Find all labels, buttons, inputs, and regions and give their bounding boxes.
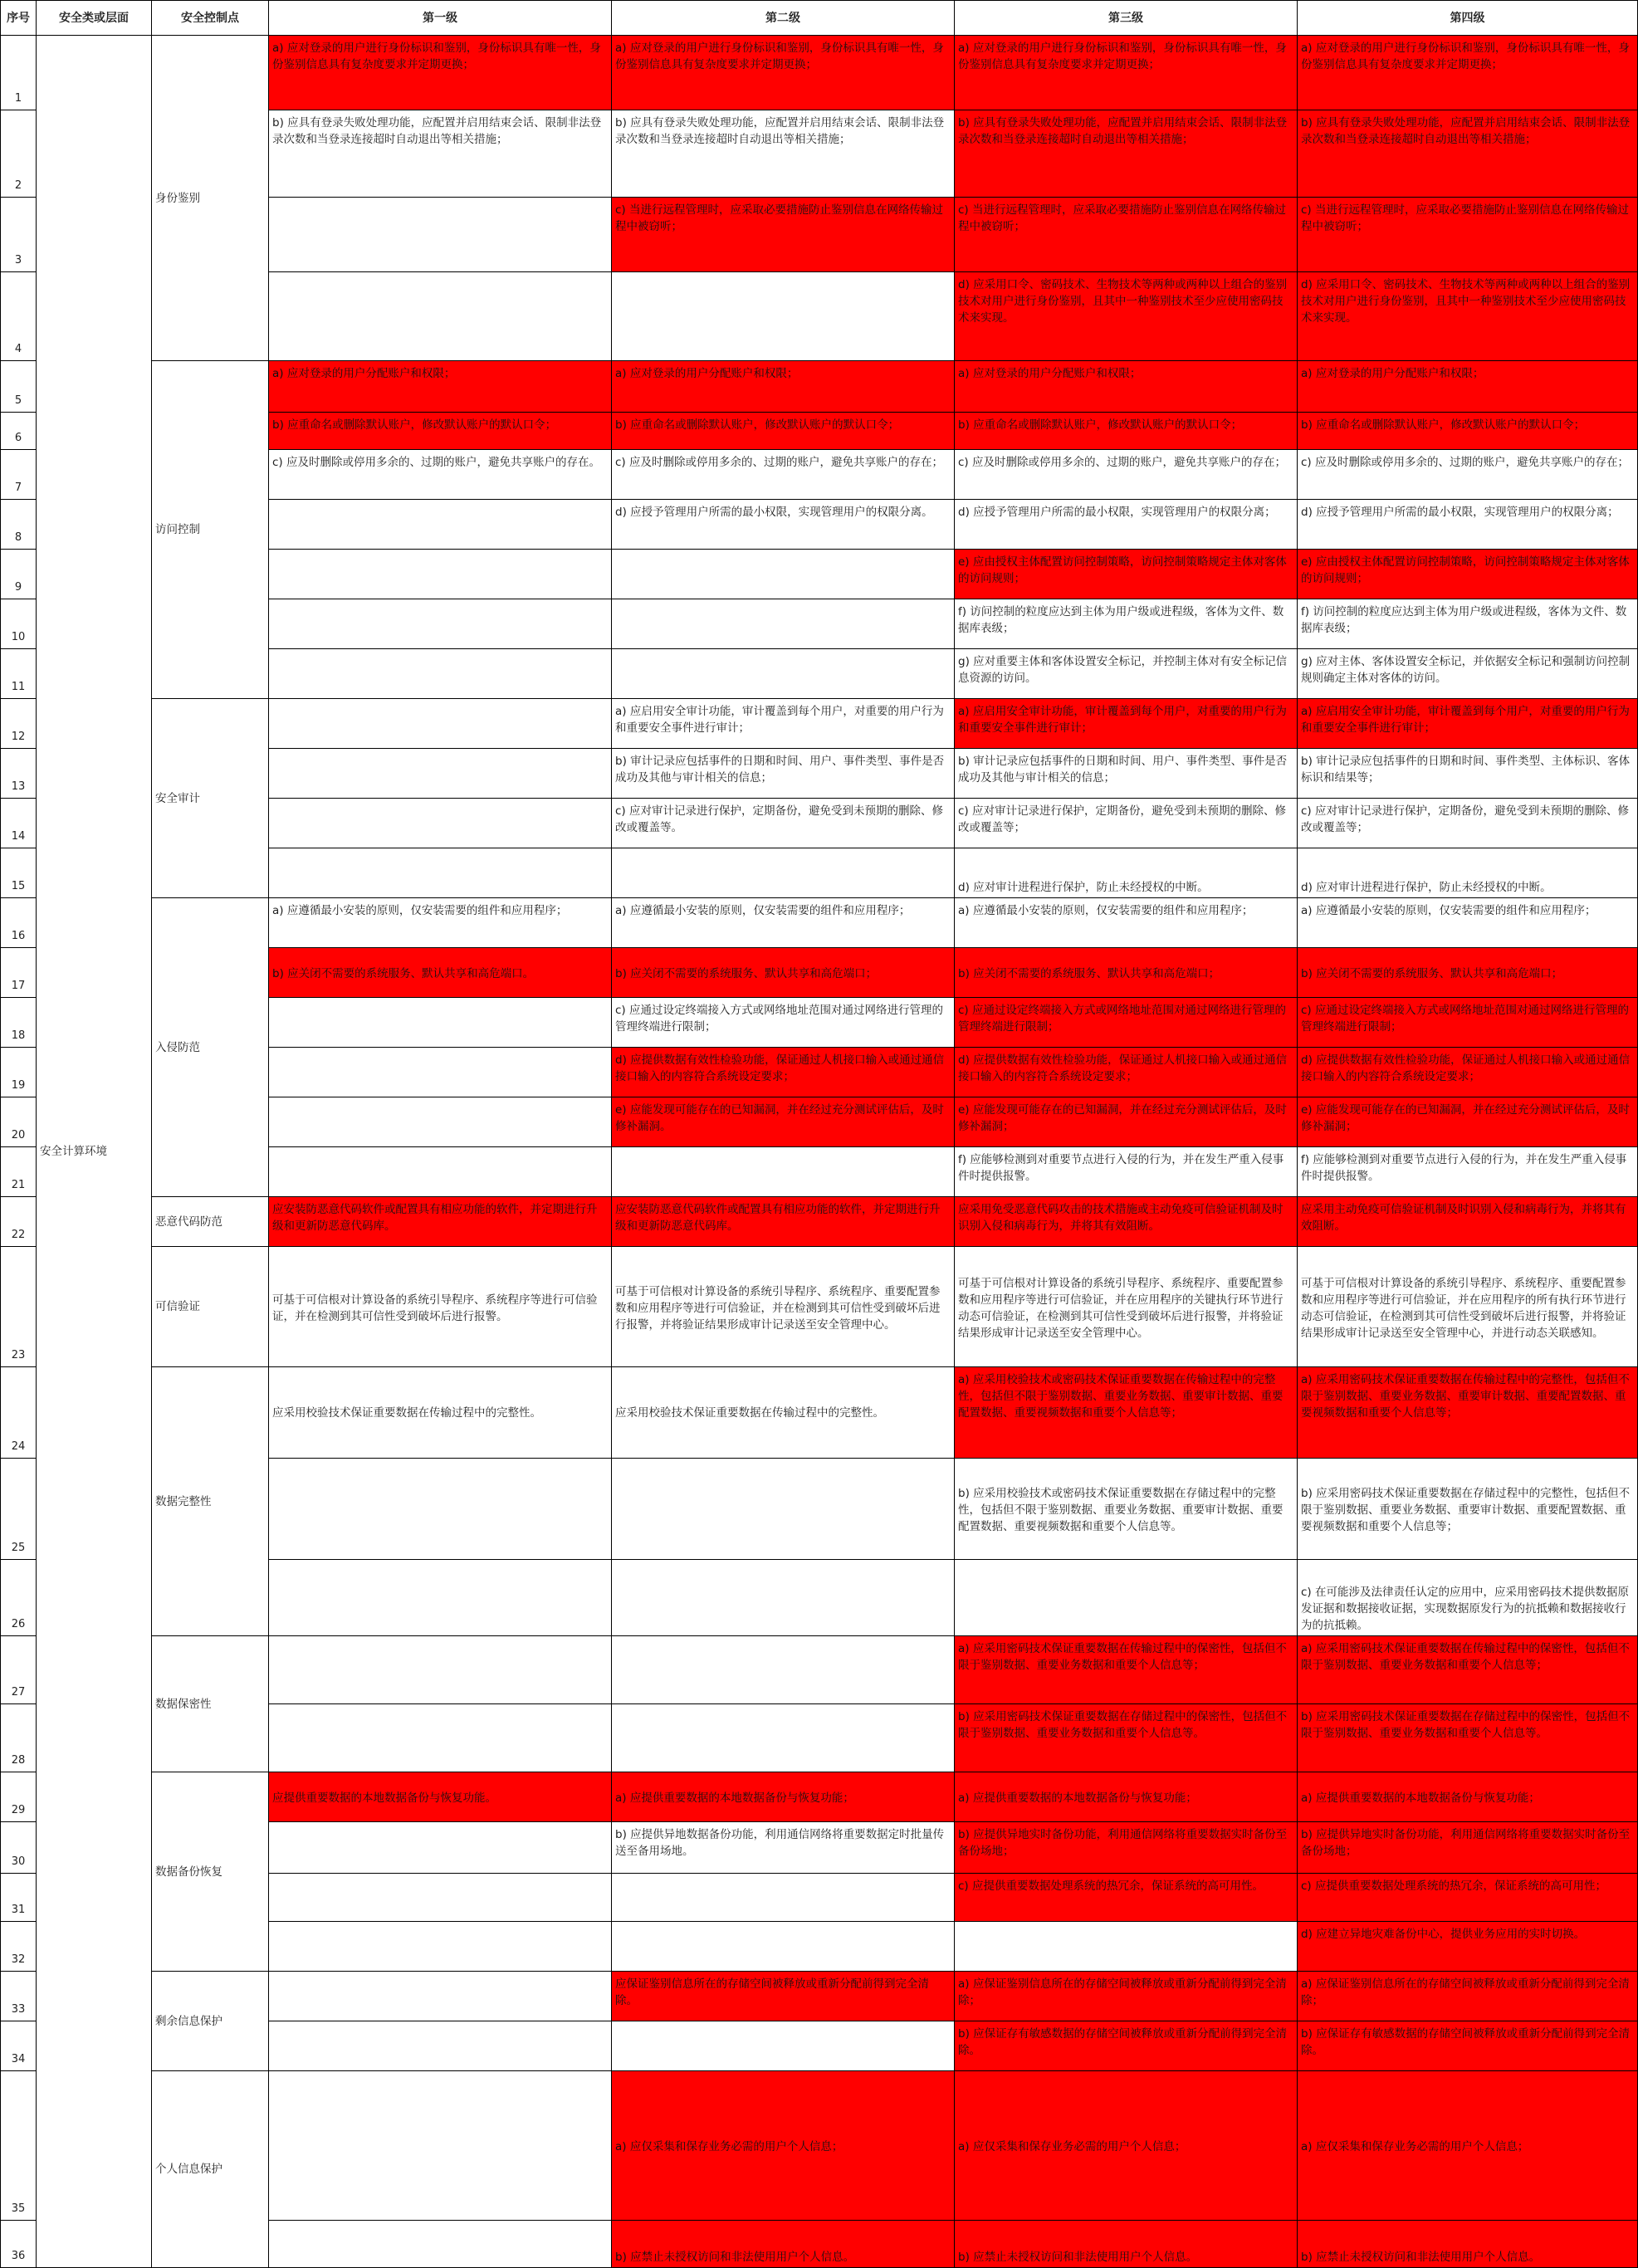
- table-row: [1, 2071, 1638, 2221]
- requirement-cell-level3: b) 应采用校验技术或密码技术保证重要数据在存储过程中的完整性，包括但不限于鉴别数据、重要业务数据、重要审计数据、重要配置数据、重要视频数据和重要个人信息等。: [955, 1459, 1298, 1560]
- requirement-cell-level2: 可基于可信根对计算设备的系统引导程序、系统程序、重要配置参数和应用程序等进行可信验证，并在检测到其可信性受到破坏后进行报警，并将验证结果形成审计记录送至安全管理中心。: [612, 1247, 955, 1367]
- requirement-cell-level1: [269, 1048, 612, 1097]
- row-number-cell: 23: [1, 1247, 37, 1367]
- row-number-cell: 10: [1, 599, 37, 649]
- requirement-cell-level4: c) 当进行远程管理时，应采取必要措施防止鉴别信息在网络传输过程中被窃听；: [1298, 198, 1638, 272]
- control-point-cell: 可信验证: [152, 1247, 269, 1367]
- row-number-cell: 27: [1, 1636, 37, 1704]
- requirement-cell-level3: 可基于可信根对计算设备的系统引导程序、系统程序、重要配置参数和应用程序等进行可信验证，并在应用程序的关键执行环节进行动态可信验证，在检测到其可信性受到破坏后进行报警，并将验证结果形成审计记录送至安全管理中心。: [955, 1247, 1298, 1367]
- requirement-cell-level4: c) 应及时删除或停用多余的、过期的账户，避免共享账户的存在；: [1298, 450, 1638, 500]
- requirement-cell-level1: a) 应遵循最小安装的原则，仅安装需要的组件和应用程序；: [269, 898, 612, 948]
- requirement-cell-level2: b) 应禁止未授权访问和非法使用用户个人信息。: [612, 2221, 955, 2268]
- row-number-cell: 11: [1, 649, 37, 699]
- table-row: [1, 1972, 1638, 2021]
- requirement-cell-level2: c) 应及时删除或停用多余的、过期的账户，避免共享账户的存在；: [612, 450, 955, 500]
- row-number-cell: 2: [1, 110, 37, 198]
- requirement-cell-level1: [269, 749, 612, 799]
- table-row: [1, 699, 1638, 749]
- col-header-point: 安全控制点: [152, 1, 269, 36]
- requirement-cell-level1: [269, 1972, 612, 2021]
- row-number-cell: 17: [1, 948, 37, 998]
- requirement-cell-level1: [269, 272, 612, 361]
- requirement-cell-level4: b) 应保证存有敏感数据的存储空间被释放或重新分配前得到完全清除。: [1298, 2021, 1638, 2071]
- requirement-cell-level1: [269, 2071, 612, 2221]
- control-point-cell: 访问控制: [152, 361, 269, 699]
- requirement-cell-level2: [612, 2021, 955, 2071]
- requirement-cell-level2: 应安装防恶意代码软件或配置具有相应功能的软件，并定期进行升级和更新防恶意代码库。: [612, 1197, 955, 1247]
- requirement-cell-level3: 应采用免受恶意代码攻击的技术措施或主动免疫可信验证机制及时识别入侵和病毒行为，并将其有效阻断。: [955, 1197, 1298, 1247]
- requirement-cell-level3: a) 应采用密码技术保证重要数据在传输过程中的保密性，包括但不限于鉴别数据、重要业务数据和重要个人信息等；: [955, 1636, 1298, 1704]
- requirement-cell-level4: e) 应能发现可能存在的已知漏洞，并在经过充分测试评估后，及时修补漏洞；: [1298, 1097, 1638, 1147]
- requirement-cell-level1: 应采用校验技术保证重要数据在传输过程中的完整性。: [269, 1367, 612, 1459]
- row-number-cell: 32: [1, 1922, 37, 1972]
- requirement-cell-level2: [612, 1560, 955, 1636]
- requirement-cell-level2: b) 应关闭不需要的系统服务、默认共享和高危端口；: [612, 948, 955, 998]
- requirement-cell-level2: a) 应启用安全审计功能，审计覆盖到每个用户，对重要的用户行为和重要安全事件进行审计；: [612, 699, 955, 749]
- table-row: [1, 36, 1638, 110]
- requirement-cell-level3: c) 应及时删除或停用多余的、过期的账户，避免共享账户的存在；: [955, 450, 1298, 500]
- control-point-cell: 数据完整性: [152, 1367, 269, 1636]
- row-number-cell: 13: [1, 749, 37, 799]
- requirement-cell-level4: a) 应对登录的用户分配账户和权限；: [1298, 361, 1638, 413]
- requirement-cell-level1: [269, 550, 612, 599]
- requirement-cell-level3: b) 应保证存有敏感数据的存储空间被释放或重新分配前得到完全清除。: [955, 2021, 1298, 2071]
- row-number-cell: 9: [1, 550, 37, 599]
- layer-cell: 安全计算环境: [37, 36, 152, 2268]
- control-point-cell: 个人信息保护: [152, 2071, 269, 2268]
- requirement-cell-level1: [269, 1704, 612, 1772]
- requirement-cell-level4: c) 应通过设定终端接入方式或网络地址范围对通过网络进行管理的管理终端进行限制；: [1298, 998, 1638, 1048]
- requirement-cell-level3: c) 当进行远程管理时，应采取必要措施防止鉴别信息在网络传输过程中被窃听；: [955, 198, 1298, 272]
- requirement-cell-level4: d) 应对审计进程进行保护，防止未经授权的中断。: [1298, 848, 1638, 898]
- requirement-cell-level2: b) 应具有登录失败处理功能，应配置并启用结束会话、限制非法登录次数和当登录连接超时自动退出等相关措施；: [612, 110, 955, 198]
- requirement-cell-level3: b) 应重命名或删除默认账户，修改默认账户的默认口令；: [955, 413, 1298, 450]
- requirement-cell-level4: c) 应对审计记录进行保护，定期备份，避免受到未预期的删除、修改或覆盖等；: [1298, 799, 1638, 848]
- requirement-cell-level1: [269, 799, 612, 848]
- requirement-cell-level1: [269, 2021, 612, 2071]
- col-header-num: 序号: [1, 1, 37, 36]
- requirement-cell-level1: b) 应重命名或删除默认账户，修改默认账户的默认口令；: [269, 413, 612, 450]
- requirement-cell-level4: a) 应遵循最小安装的原则，仅安装需要的组件和应用程序；: [1298, 898, 1638, 948]
- requirement-cell-level2: [612, 1922, 955, 1972]
- row-number-cell: 8: [1, 500, 37, 550]
- table-row: [1, 1247, 1638, 1367]
- requirement-cell-level4: a) 应提供重要数据的本地数据备份与恢复功能；: [1298, 1772, 1638, 1822]
- requirement-cell-level3: d) 应对审计进程进行保护，防止未经授权的中断。: [955, 848, 1298, 898]
- row-number-cell: 1: [1, 36, 37, 110]
- col-header-level2: 第二级: [612, 1, 955, 36]
- control-point-cell: 安全审计: [152, 699, 269, 898]
- requirement-cell-level2: a) 应对登录的用户进行身份标识和鉴别，身份标识具有唯一性，身份鉴别信息具有复杂度要求并定期更换；: [612, 36, 955, 110]
- table-row: [1, 1636, 1638, 1704]
- control-point-cell: 入侵防范: [152, 898, 269, 1197]
- requirement-cell-level3: b) 应禁止未授权访问和非法使用用户个人信息。: [955, 2221, 1298, 2268]
- requirement-cell-level2: [612, 599, 955, 649]
- requirement-cell-level1: a) 应对登录的用户分配账户和权限；: [269, 361, 612, 413]
- control-point-cell: 剩余信息保护: [152, 1972, 269, 2071]
- row-number-cell: 7: [1, 450, 37, 500]
- requirement-cell-level3: c) 应提供重要数据处理系统的热冗余，保证系统的高可用性。: [955, 1874, 1298, 1922]
- requirement-cell-level2: a) 应对登录的用户分配账户和权限；: [612, 361, 955, 413]
- requirement-cell-level1: [269, 848, 612, 898]
- row-number-cell: 12: [1, 699, 37, 749]
- requirement-cell-level2: [612, 649, 955, 699]
- requirement-cell-level4: 可基于可信根对计算设备的系统引导程序、系统程序、重要配置参数和应用程序等进行可信验证，并在应用程序的所有执行环节进行动态可信验证，在检测到其可信性受到破坏后进行报警，并将验证结果形成审计记录送至安全管理中心，并进行动态关联感知。: [1298, 1247, 1638, 1367]
- requirement-cell-level1: a) 应对登录的用户进行身份标识和鉴别，身份标识具有唯一性，身份鉴别信息具有复杂度要求并定期更换；: [269, 36, 612, 110]
- requirement-cell-level1: [269, 1636, 612, 1704]
- requirement-cell-level2: a) 应仅采集和保存业务必需的用户个人信息；: [612, 2071, 955, 2221]
- requirement-cell-level3: g) 应对重要主体和客体设置安全标记，并控制主体对有安全标记信息资源的访问。: [955, 649, 1298, 699]
- requirement-cell-level3: f) 访问控制的粒度应达到主体为用户级或进程级，客体为文件、数据库表级；: [955, 599, 1298, 649]
- requirement-cell-level4: b) 审计记录应包括事件的日期和时间、事件类型、主体标识、客体标识和结果等；: [1298, 749, 1638, 799]
- requirement-cell-level3: a) 应采用校验技术或密码技术保证重要数据在传输过程中的完整性，包括但不限于鉴别数据、重要业务数据、重要审计数据、重要配置数据、重要视频数据和重要个人信息等；: [955, 1367, 1298, 1459]
- requirement-cell-level1: [269, 1874, 612, 1922]
- requirement-cell-level2: a) 应提供重要数据的本地数据备份与恢复功能；: [612, 1772, 955, 1822]
- requirement-cell-level4: d) 应提供数据有效性检验功能，保证通过人机接口输入或通过通信接口输入的内容符合系统设定要求；: [1298, 1048, 1638, 1097]
- requirement-cell-level3: [955, 1922, 1298, 1972]
- requirement-cell-level1: [269, 500, 612, 550]
- requirement-cell-level3: c) 应对审计记录进行保护，定期备份，避免受到未预期的删除、修改或覆盖等；: [955, 799, 1298, 848]
- col-header-level3: 第三级: [955, 1, 1298, 36]
- requirement-cell-level2: [612, 272, 955, 361]
- requirement-cell-level4: b) 应具有登录失败处理功能，应配置并启用结束会话、限制非法登录次数和当登录连接超时自动退出等相关措施；: [1298, 110, 1638, 198]
- requirement-cell-level2: [612, 1636, 955, 1704]
- requirement-cell-level1: [269, 1822, 612, 1874]
- header-row: [1, 1, 1638, 36]
- col-header-level4: 第四级: [1298, 1, 1638, 36]
- requirement-cell-level2: [612, 1147, 955, 1197]
- requirement-cell-level4: d) 应授予管理用户所需的最小权限，实现管理用户的权限分离；: [1298, 500, 1638, 550]
- requirement-cell-level2: d) 应授予管理用户所需的最小权限，实现管理用户的权限分离。: [612, 500, 955, 550]
- requirement-cell-level2: [612, 848, 955, 898]
- requirement-cell-level1: b) 应关闭不需要的系统服务、默认共享和高危端口。: [269, 948, 612, 998]
- requirement-cell-level3: d) 应采用口令、密码技术、生物技术等两种或两种以上组合的鉴别技术对用户进行身份鉴别，且其中一种鉴别技术至少应使用密码技术来实现。: [955, 272, 1298, 361]
- requirement-cell-level3: a) 应仅采集和保存业务必需的用户个人信息；: [955, 2071, 1298, 2221]
- row-number-cell: 16: [1, 898, 37, 948]
- requirement-cell-level1: [269, 1459, 612, 1560]
- requirement-cell-level3: d) 应提供数据有效性检验功能，保证通过人机接口输入或通过通信接口输入的内容符合系统设定要求；: [955, 1048, 1298, 1097]
- requirement-cell-level2: [612, 550, 955, 599]
- row-number-cell: 35: [1, 2071, 37, 2221]
- requirement-cell-level1: c) 应及时删除或停用多余的、过期的账户，避免共享账户的存在。: [269, 450, 612, 500]
- row-number-cell: 20: [1, 1097, 37, 1147]
- table-row: [1, 898, 1638, 948]
- requirement-cell-level4: d) 应采用口令、密码技术、生物技术等两种或两种以上组合的鉴别技术对用户进行身份鉴别，且其中一种鉴别技术至少应使用密码技术来实现。: [1298, 272, 1638, 361]
- requirement-cell-level3: b) 应具有登录失败处理功能，应配置并启用结束会话、限制非法登录次数和当登录连接超时自动退出等相关措施；: [955, 110, 1298, 198]
- requirement-cell-level2: b) 审计记录应包括事件的日期和时间、用户、事件类型、事件是否成功及其他与审计相关的信息；: [612, 749, 955, 799]
- requirement-cell-level4: b) 应采用密码技术保证重要数据在存储过程中的完整性，包括但不限于鉴别数据、重要业务数据、重要审计数据、重要配置数据、重要视频数据和重要个人信息等；: [1298, 1459, 1638, 1560]
- requirement-cell-level1: [269, 2221, 612, 2268]
- row-number-cell: 19: [1, 1048, 37, 1097]
- row-number-cell: 3: [1, 198, 37, 272]
- requirement-cell-level3: b) 应采用密码技术保证重要数据在存储过程中的保密性，包括但不限于鉴别数据、重要业务数据和重要个人信息等。: [955, 1704, 1298, 1772]
- requirement-cell-level4: 应采用主动免疫可信验证机制及时识别入侵和病毒行为，并将其有效阻断。: [1298, 1197, 1638, 1247]
- requirement-cell-level4: b) 应关闭不需要的系统服务、默认共享和高危端口；: [1298, 948, 1638, 998]
- requirement-cell-level2: a) 应遵循最小安装的原则，仅安装需要的组件和应用程序；: [612, 898, 955, 948]
- requirement-cell-level1: [269, 1922, 612, 1972]
- requirement-cell-level1: [269, 1097, 612, 1147]
- requirement-cell-level4: a) 应保证鉴别信息所在的存储空间被释放或重新分配前得到完全清除；: [1298, 1972, 1638, 2021]
- row-number-cell: 5: [1, 361, 37, 413]
- table-row: [1, 1197, 1638, 1247]
- requirement-cell-level1: [269, 649, 612, 699]
- requirement-cell-level4: a) 应采用密码技术保证重要数据在传输过程中的保密性，包括但不限于鉴别数据、重要业务数据和重要个人信息等；: [1298, 1636, 1638, 1704]
- table-row: [1, 1772, 1638, 1822]
- requirement-cell-level3: [955, 1560, 1298, 1636]
- requirement-cell-level4: f) 访问控制的粒度应达到主体为用户级或进程级，客体为文件、数据库表级；: [1298, 599, 1638, 649]
- row-number-cell: 34: [1, 2021, 37, 2071]
- row-number-cell: 22: [1, 1197, 37, 1247]
- requirement-cell-level2: [612, 1459, 955, 1560]
- row-number-cell: 28: [1, 1704, 37, 1772]
- requirement-cell-level3: b) 审计记录应包括事件的日期和时间、用户、事件类型、事件是否成功及其他与审计相关的信息；: [955, 749, 1298, 799]
- requirement-cell-level3: a) 应保证鉴别信息所在的存储空间被释放或重新分配前得到完全清除；: [955, 1972, 1298, 2021]
- requirement-cell-level3: a) 应遵循最小安装的原则，仅安装需要的组件和应用程序；: [955, 898, 1298, 948]
- requirement-cell-level2: b) 应重命名或删除默认账户，修改默认账户的默认口令；: [612, 413, 955, 450]
- control-point-cell: 数据保密性: [152, 1636, 269, 1772]
- requirement-cell-level2: e) 应能发现可能存在的已知漏洞，并在经过充分测试评估后，及时修补漏洞。: [612, 1097, 955, 1147]
- requirement-cell-level1: [269, 599, 612, 649]
- requirement-cell-level4: b) 应提供异地实时备份功能，利用通信网络将重要数据实时备份至备份场地；: [1298, 1822, 1638, 1874]
- requirement-cell-level4: b) 应采用密码技术保证重要数据在存储过程中的保密性，包括但不限于鉴别数据、重要业务数据和重要个人信息等。: [1298, 1704, 1638, 1772]
- requirement-cell-level2: d) 应提供数据有效性检验功能，保证通过人机接口输入或通过通信接口输入的内容符合系统设定要求；: [612, 1048, 955, 1097]
- control-point-cell: 身份鉴别: [152, 36, 269, 361]
- row-number-cell: 29: [1, 1772, 37, 1822]
- row-number-cell: 15: [1, 848, 37, 898]
- requirement-cell-level1: [269, 1560, 612, 1636]
- row-number-cell: 6: [1, 413, 37, 450]
- requirement-cell-level3: a) 应对登录的用户分配账户和权限；: [955, 361, 1298, 413]
- row-number-cell: 30: [1, 1822, 37, 1874]
- requirement-cell-level1: [269, 998, 612, 1048]
- requirement-cell-level4: a) 应对登录的用户进行身份标识和鉴别，身份标识具有唯一性，身份鉴别信息具有复杂度要求并定期更换；: [1298, 36, 1638, 110]
- row-number-cell: 26: [1, 1560, 37, 1636]
- requirement-cell-level4: a) 应采用密码技术保证重要数据在传输过程中的完整性，包括但不限于鉴别数据、重要业务数据、重要审计数据、重要配置数据、重要视频数据和重要个人信息等；: [1298, 1367, 1638, 1459]
- requirement-cell-level4: g) 应对主体、客体设置安全标记，并依据安全标记和强制访问控制规则确定主体对客体的访问。: [1298, 649, 1638, 699]
- row-number-cell: 4: [1, 272, 37, 361]
- requirement-cell-level1: 可基于可信根对计算设备的系统引导程序、系统程序等进行可信验证，并在检测到其可信性受到破坏后进行报警。: [269, 1247, 612, 1367]
- row-number-cell: 21: [1, 1147, 37, 1197]
- requirement-cell-level2: c) 应通过设定终端接入方式或网络地址范围对通过网络进行管理的管理终端进行限制；: [612, 998, 955, 1048]
- requirement-cell-level3: c) 应通过设定终端接入方式或网络地址范围对通过网络进行管理的管理终端进行限制；: [955, 998, 1298, 1048]
- table-row: [1, 1367, 1638, 1459]
- requirement-cell-level1: [269, 1147, 612, 1197]
- requirement-cell-level3: a) 应提供重要数据的本地数据备份与恢复功能；: [955, 1772, 1298, 1822]
- row-number-cell: 33: [1, 1972, 37, 2021]
- requirement-cell-level2: 应保证鉴别信息所在的存储空间被释放或重新分配前得到完全清除。: [612, 1972, 955, 2021]
- requirement-cell-level1: 应安装防恶意代码软件或配置具有相应功能的软件，并定期进行升级和更新防恶意代码库。: [269, 1197, 612, 1247]
- col-header-level1: 第一级: [269, 1, 612, 36]
- requirement-cell-level4: d) 应建立异地灾难备份中心，提供业务应用的实时切换。: [1298, 1922, 1638, 1972]
- requirement-cell-level3: b) 应提供异地实时备份功能，利用通信网络将重要数据实时备份至备份场地；: [955, 1822, 1298, 1874]
- requirement-cell-level3: f) 应能够检测到对重要节点进行入侵的行为，并在发生严重入侵事件时提供报警。: [955, 1147, 1298, 1197]
- requirement-cell-level1: b) 应具有登录失败处理功能，应配置并启用结束会话、限制非法登录次数和当登录连接超时自动退出等相关措施；: [269, 110, 612, 198]
- requirement-cell-level4: e) 应由授权主体配置访问控制策略，访问控制策略规定主体对客体的访问规则；: [1298, 550, 1638, 599]
- table-row: [1, 361, 1638, 413]
- requirement-cell-level4: a) 应仅采集和保存业务必需的用户个人信息；: [1298, 2071, 1638, 2221]
- requirement-cell-level4: f) 应能够检测到对重要节点进行入侵的行为，并在发生严重入侵事件时提供报警。: [1298, 1147, 1638, 1197]
- control-point-cell: 数据备份恢复: [152, 1772, 269, 1972]
- requirement-cell-level4: c) 在可能涉及法律责任认定的应用中，应采用密码技术提供数据原发证据和数据接收证据，实现数据原发行为的抗抵赖和数据接收行为的抗抵赖。: [1298, 1560, 1638, 1636]
- requirement-cell-level3: e) 应由授权主体配置访问控制策略，访问控制策略规定主体对客体的访问规则；: [955, 550, 1298, 599]
- requirement-cell-level2: c) 应对审计记录进行保护，定期备份，避免受到未预期的删除、修改或覆盖等。: [612, 799, 955, 848]
- requirement-cell-level3: b) 应关闭不需要的系统服务、默认共享和高危端口；: [955, 948, 1298, 998]
- requirement-cell-level3: a) 应对登录的用户进行身份标识和鉴别，身份标识具有唯一性，身份鉴别信息具有复杂度要求并定期更换；: [955, 36, 1298, 110]
- requirement-cell-level3: e) 应能发现可能存在的已知漏洞，并在经过充分测试评估后，及时修补漏洞；: [955, 1097, 1298, 1147]
- requirement-cell-level2: [612, 1704, 955, 1772]
- row-number-cell: 18: [1, 998, 37, 1048]
- row-number-cell: 31: [1, 1874, 37, 1922]
- col-header-layer: 安全类或层面: [37, 1, 152, 36]
- control-point-cell: 恶意代码防范: [152, 1197, 269, 1247]
- requirement-cell-level3: a) 应启用安全审计功能，审计覆盖到每个用户，对重要的用户行为和重要安全事件进行审计；: [955, 699, 1298, 749]
- requirement-cell-level4: c) 应提供重要数据处理系统的热冗余，保证系统的高可用性；: [1298, 1874, 1638, 1922]
- requirement-cell-level4: b) 应禁止未授权访问和非法使用用户个人信息。: [1298, 2221, 1638, 2268]
- row-number-cell: 25: [1, 1459, 37, 1560]
- row-number-cell: 36: [1, 2221, 37, 2268]
- requirement-cell-level3: d) 应授予管理用户所需的最小权限，实现管理用户的权限分离；: [955, 500, 1298, 550]
- requirement-cell-level2: 应采用校验技术保证重要数据在传输过程中的完整性。: [612, 1367, 955, 1459]
- requirement-cell-level1: [269, 699, 612, 749]
- requirement-cell-level2: [612, 1874, 955, 1922]
- row-number-cell: 24: [1, 1367, 37, 1459]
- requirement-cell-level4: a) 应启用安全审计功能，审计覆盖到每个用户，对重要的用户行为和重要安全事件进行审计；: [1298, 699, 1638, 749]
- table-body: [1, 36, 1638, 2268]
- requirement-cell-level1: [269, 198, 612, 272]
- row-number-cell: 14: [1, 799, 37, 848]
- requirement-cell-level2: c) 当进行远程管理时，应采取必要措施防止鉴别信息在网络传输过程中被窃听；: [612, 198, 955, 272]
- requirement-cell-level1: 应提供重要数据的本地数据备份与恢复功能。: [269, 1772, 612, 1822]
- requirement-cell-level4: b) 应重命名或删除默认账户，修改默认账户的默认口令；: [1298, 413, 1638, 450]
- requirement-cell-level2: b) 应提供异地数据备份功能，利用通信网络将重要数据定时批量传送至备用场地。: [612, 1822, 955, 1874]
